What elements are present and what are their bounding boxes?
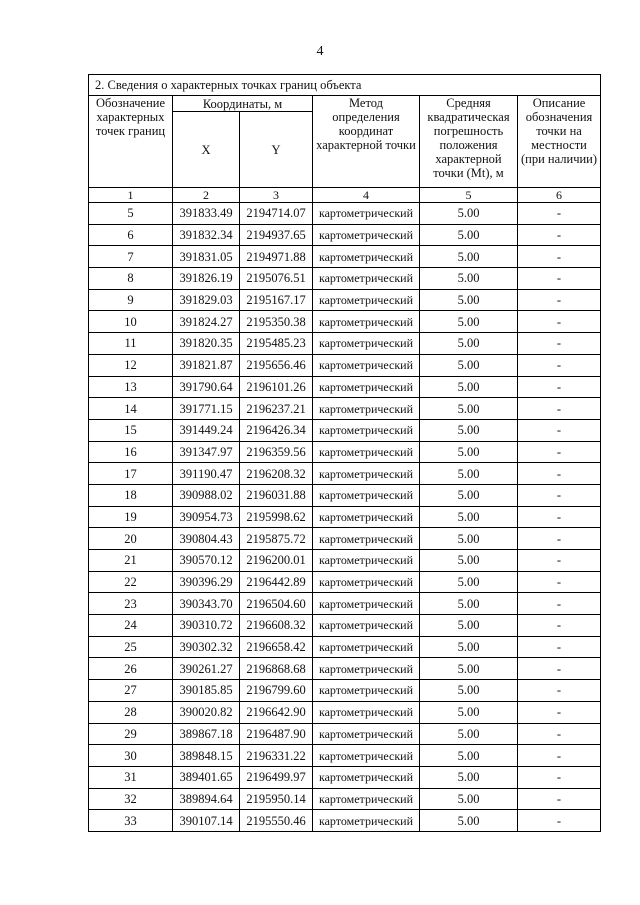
method-cell: картометрический <box>313 224 420 246</box>
point-cell: 24 <box>89 615 173 637</box>
header-description: Описание обозначения точки на местности (при наличии) <box>518 96 601 188</box>
point-cell: 22 <box>89 571 173 593</box>
description-cell: - <box>518 593 601 615</box>
table-row <box>89 658 601 680</box>
error-cell: 5.00 <box>420 766 518 788</box>
description-cell: - <box>518 203 601 225</box>
description-cell: - <box>518 680 601 702</box>
method-cell: картометрический <box>313 701 420 723</box>
error-cell: 5.00 <box>420 810 518 832</box>
x-cell: 390107.14 <box>173 810 240 832</box>
x-cell: 391771.15 <box>173 398 240 420</box>
table-row <box>89 224 601 246</box>
method-cell: картометрический <box>313 658 420 680</box>
y-cell: 2196442.89 <box>240 571 313 593</box>
column-number-row <box>89 188 601 203</box>
description-cell: - <box>518 398 601 420</box>
method-cell: картометрический <box>313 463 420 485</box>
error-cell: 5.00 <box>420 311 518 333</box>
y-cell: 2195350.38 <box>240 311 313 333</box>
table-row <box>89 463 601 485</box>
error-cell: 5.00 <box>420 484 518 506</box>
table-row <box>89 788 601 810</box>
table-row <box>89 203 601 225</box>
error-cell: 5.00 <box>420 354 518 376</box>
point-cell: 31 <box>89 766 173 788</box>
y-cell: 2195656.46 <box>240 354 313 376</box>
description-cell: - <box>518 571 601 593</box>
error-cell: 5.00 <box>420 333 518 355</box>
y-cell: 2196359.56 <box>240 441 313 463</box>
point-cell: 8 <box>89 268 173 290</box>
y-cell: 2194971.88 <box>240 246 313 268</box>
description-cell: - <box>518 463 601 485</box>
y-cell: 2196658.42 <box>240 636 313 658</box>
error-cell: 5.00 <box>420 463 518 485</box>
error-cell: 5.00 <box>420 441 518 463</box>
error-cell: 5.00 <box>420 723 518 745</box>
point-cell: 18 <box>89 484 173 506</box>
method-cell: картометрический <box>313 441 420 463</box>
error-cell: 5.00 <box>420 398 518 420</box>
method-cell: картометрический <box>313 766 420 788</box>
error-cell: 5.00 <box>420 593 518 615</box>
description-cell: - <box>518 311 601 333</box>
y-cell: 2196200.01 <box>240 550 313 572</box>
description-cell: - <box>518 723 601 745</box>
error-cell: 5.00 <box>420 419 518 441</box>
description-cell: - <box>518 550 601 572</box>
header-y: Y <box>240 112 313 188</box>
y-cell: 2196426.34 <box>240 419 313 441</box>
table-row <box>89 593 601 615</box>
point-cell: 12 <box>89 354 173 376</box>
x-cell: 389401.65 <box>173 766 240 788</box>
header-x: X <box>173 112 240 188</box>
point-cell: 21 <box>89 550 173 572</box>
x-cell: 391190.47 <box>173 463 240 485</box>
method-cell: картометрический <box>313 528 420 550</box>
point-cell: 16 <box>89 441 173 463</box>
x-cell: 389848.15 <box>173 745 240 767</box>
y-cell: 2194714.07 <box>240 203 313 225</box>
method-cell: картометрический <box>313 593 420 615</box>
table-row <box>89 723 601 745</box>
table-row <box>89 246 601 268</box>
point-cell: 23 <box>89 593 173 615</box>
y-cell: 2194937.65 <box>240 224 313 246</box>
y-cell: 2196499.97 <box>240 766 313 788</box>
y-cell: 2196642.90 <box>240 701 313 723</box>
method-cell: картометрический <box>313 680 420 702</box>
table-row <box>89 506 601 528</box>
description-cell: - <box>518 441 601 463</box>
method-cell: картометрический <box>313 311 420 333</box>
point-cell: 5 <box>89 203 173 225</box>
col-number: 6 <box>518 188 601 203</box>
x-cell: 390343.70 <box>173 593 240 615</box>
table-row <box>89 419 601 441</box>
y-cell: 2195998.62 <box>240 506 313 528</box>
error-cell: 5.00 <box>420 788 518 810</box>
description-cell: - <box>518 419 601 441</box>
description-cell: - <box>518 506 601 528</box>
y-cell: 2196504.60 <box>240 593 313 615</box>
y-cell: 2195950.14 <box>240 788 313 810</box>
table-row <box>89 766 601 788</box>
method-cell: картометрический <box>313 615 420 637</box>
table-row <box>89 333 601 355</box>
point-cell: 11 <box>89 333 173 355</box>
x-cell: 390570.12 <box>173 550 240 572</box>
description-cell: - <box>518 745 601 767</box>
point-cell: 26 <box>89 658 173 680</box>
point-cell: 7 <box>89 246 173 268</box>
point-cell: 6 <box>89 224 173 246</box>
x-cell: 391833.49 <box>173 203 240 225</box>
y-cell: 2195550.46 <box>240 810 313 832</box>
x-cell: 391449.24 <box>173 419 240 441</box>
table-row <box>89 311 601 333</box>
y-cell: 2196799.60 <box>240 680 313 702</box>
header-method: Метод определения координат характерной точки <box>313 96 420 188</box>
error-cell: 5.00 <box>420 224 518 246</box>
y-cell: 2195167.17 <box>240 289 313 311</box>
table-row <box>89 680 601 702</box>
x-cell: 390185.85 <box>173 680 240 702</box>
x-cell: 391820.35 <box>173 333 240 355</box>
table-row <box>89 354 601 376</box>
point-cell: 15 <box>89 419 173 441</box>
point-cell: 20 <box>89 528 173 550</box>
y-cell: 2196208.32 <box>240 463 313 485</box>
x-cell: 389894.64 <box>173 788 240 810</box>
description-cell: - <box>518 268 601 290</box>
method-cell: картометрический <box>313 419 420 441</box>
table-row <box>89 571 601 593</box>
description-cell: - <box>518 246 601 268</box>
table-row <box>89 810 601 832</box>
point-cell: 9 <box>89 289 173 311</box>
method-cell: картометрический <box>313 745 420 767</box>
x-cell: 391832.34 <box>173 224 240 246</box>
error-cell: 5.00 <box>420 376 518 398</box>
method-cell: картометрический <box>313 788 420 810</box>
method-cell: картометрический <box>313 376 420 398</box>
table-row <box>89 441 601 463</box>
x-cell: 390954.73 <box>173 506 240 528</box>
description-cell: - <box>518 354 601 376</box>
description-cell: - <box>518 528 601 550</box>
description-cell: - <box>518 289 601 311</box>
y-cell: 2195076.51 <box>240 268 313 290</box>
y-cell: 2196237.21 <box>240 398 313 420</box>
point-cell: 28 <box>89 701 173 723</box>
description-cell: - <box>518 484 601 506</box>
x-cell: 390804.43 <box>173 528 240 550</box>
x-cell: 391347.97 <box>173 441 240 463</box>
y-cell: 2196031.88 <box>240 484 313 506</box>
error-cell: 5.00 <box>420 636 518 658</box>
point-cell: 14 <box>89 398 173 420</box>
x-cell: 390302.32 <box>173 636 240 658</box>
x-cell: 390396.29 <box>173 571 240 593</box>
description-cell: - <box>518 810 601 832</box>
error-cell: 5.00 <box>420 203 518 225</box>
header-error: Средняя квадратическая погрешность положения характерной точки (Mt), м <box>420 96 518 188</box>
error-cell: 5.00 <box>420 745 518 767</box>
method-cell: картометрический <box>313 333 420 355</box>
x-cell: 391821.87 <box>173 354 240 376</box>
y-cell: 2196608.32 <box>240 615 313 637</box>
error-cell: 5.00 <box>420 246 518 268</box>
method-cell: картометрический <box>313 484 420 506</box>
point-cell: 30 <box>89 745 173 767</box>
y-cell: 2196868.68 <box>240 658 313 680</box>
method-cell: картометрический <box>313 810 420 832</box>
table-title: 2. Сведения о характерных точках границ объекта <box>89 75 601 96</box>
y-cell: 2196487.90 <box>240 723 313 745</box>
table-row <box>89 615 601 637</box>
y-cell: 2195485.23 <box>240 333 313 355</box>
col-number: 4 <box>313 188 420 203</box>
x-cell: 391790.64 <box>173 376 240 398</box>
page-number: 4 <box>316 44 324 59</box>
description-cell: - <box>518 788 601 810</box>
point-cell: 13 <box>89 376 173 398</box>
description-cell: - <box>518 376 601 398</box>
y-cell: 2196101.26 <box>240 376 313 398</box>
boundary-points-table <box>88 74 601 832</box>
y-cell: 2196331.22 <box>240 745 313 767</box>
point-cell: 25 <box>89 636 173 658</box>
col-number: 2 <box>173 188 240 203</box>
table-row <box>89 398 601 420</box>
table-row <box>89 376 601 398</box>
error-cell: 5.00 <box>420 571 518 593</box>
x-cell: 391831.05 <box>173 246 240 268</box>
description-cell: - <box>518 658 601 680</box>
table-row <box>89 268 601 290</box>
header-point: Обозначение характерных точек границ <box>89 96 173 188</box>
table-row <box>89 701 601 723</box>
method-cell: картометрический <box>313 268 420 290</box>
x-cell: 390261.27 <box>173 658 240 680</box>
method-cell: картометрический <box>313 723 420 745</box>
method-cell: картометрический <box>313 398 420 420</box>
header-coords: Координаты, м <box>173 96 313 112</box>
method-cell: картометрический <box>313 550 420 572</box>
method-cell: картометрический <box>313 636 420 658</box>
description-cell: - <box>518 636 601 658</box>
table-row <box>89 528 601 550</box>
error-cell: 5.00 <box>420 268 518 290</box>
method-cell: картометрический <box>313 571 420 593</box>
col-number: 3 <box>240 188 313 203</box>
col-number: 5 <box>420 188 518 203</box>
table-row <box>89 289 601 311</box>
point-cell: 19 <box>89 506 173 528</box>
x-cell: 390020.82 <box>173 701 240 723</box>
error-cell: 5.00 <box>420 506 518 528</box>
method-cell: картометрический <box>313 246 420 268</box>
x-cell: 390988.02 <box>173 484 240 506</box>
point-cell: 32 <box>89 788 173 810</box>
y-cell: 2195875.72 <box>240 528 313 550</box>
error-cell: 5.00 <box>420 615 518 637</box>
point-cell: 33 <box>89 810 173 832</box>
description-cell: - <box>518 766 601 788</box>
method-cell: картометрический <box>313 354 420 376</box>
error-cell: 5.00 <box>420 658 518 680</box>
point-cell: 27 <box>89 680 173 702</box>
x-cell: 391829.03 <box>173 289 240 311</box>
error-cell: 5.00 <box>420 701 518 723</box>
x-cell: 391826.19 <box>173 268 240 290</box>
x-cell: 390310.72 <box>173 615 240 637</box>
x-cell: 389867.18 <box>173 723 240 745</box>
error-cell: 5.00 <box>420 289 518 311</box>
method-cell: картометрический <box>313 506 420 528</box>
x-cell: 391824.27 <box>173 311 240 333</box>
method-cell: картометрический <box>313 203 420 225</box>
error-cell: 5.00 <box>420 528 518 550</box>
description-cell: - <box>518 701 601 723</box>
col-number: 1 <box>89 188 173 203</box>
error-cell: 5.00 <box>420 680 518 702</box>
method-cell: картометрический <box>313 289 420 311</box>
description-cell: - <box>518 224 601 246</box>
description-cell: - <box>518 333 601 355</box>
table-row <box>89 745 601 767</box>
table-row <box>89 550 601 572</box>
description-cell: - <box>518 615 601 637</box>
table-row <box>89 484 601 506</box>
error-cell: 5.00 <box>420 550 518 572</box>
point-cell: 29 <box>89 723 173 745</box>
table-row <box>89 636 601 658</box>
point-cell: 10 <box>89 311 173 333</box>
point-cell: 17 <box>89 463 173 485</box>
